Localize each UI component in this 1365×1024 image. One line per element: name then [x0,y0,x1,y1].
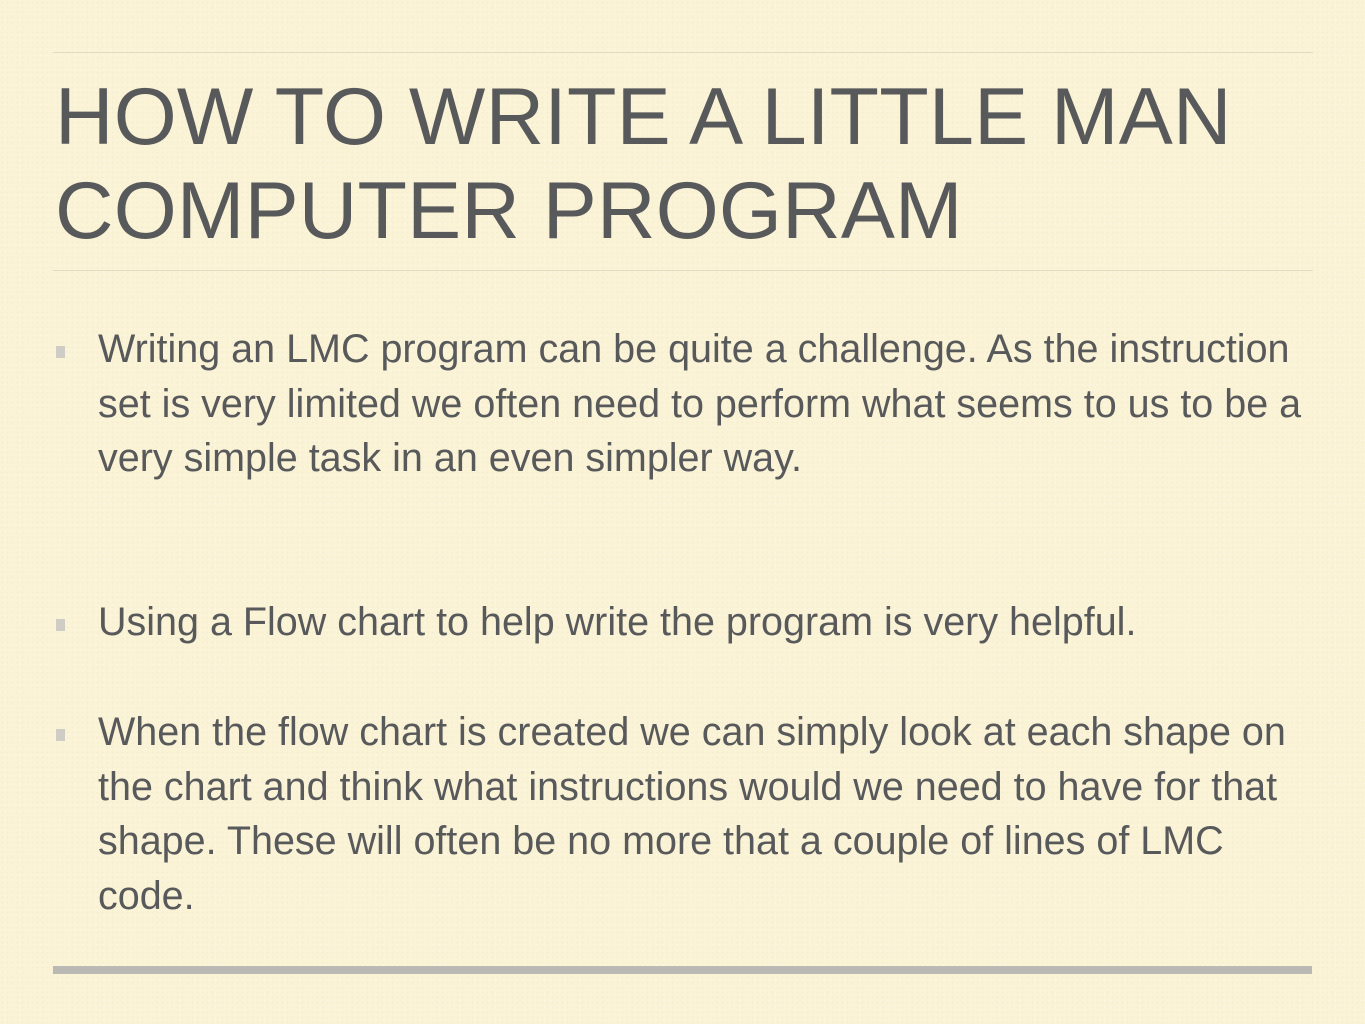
title-line-2: COMPUTER PROGRAM [55,166,963,256]
slide-title [55,70,1345,258]
bullet-item [98,705,1328,923]
bullet-marker-icon [56,346,65,358]
bullet-item [98,322,1328,486]
bottom-bar [53,966,1312,974]
bullet-text: Writing an LMC program can be quite a challenge. As the instruction set is very limited we often need to perform what seems to us to be a very simple task in an even simpler way. [98,327,1302,480]
title-divider [53,270,1313,271]
bullet-marker-icon [56,619,65,631]
bullet-marker-icon [56,729,65,741]
bullet-text: Using a Flow chart to help write the program is very helpful. [98,600,1137,644]
bullet-item [98,595,1328,650]
title-line-1: HOW TO WRITE A LITTLE MAN [55,72,1232,162]
bullet-text: When the flow chart is created we can simply look at each shape on the chart and think what instructions would we need to have for that shape. These will often be no more that a couple of lines of LMC code. [98,710,1286,918]
top-divider [53,52,1313,53]
